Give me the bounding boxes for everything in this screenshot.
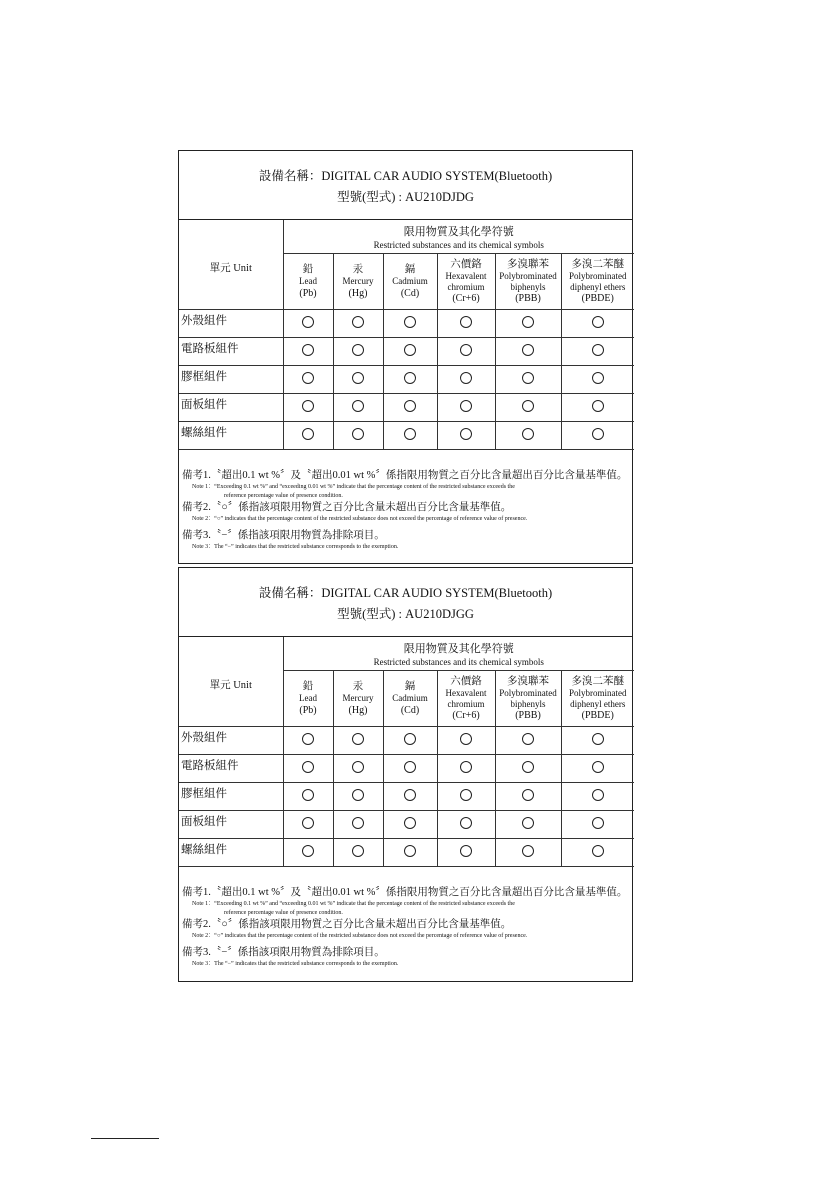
presence-cell bbox=[561, 811, 634, 839]
part-name: 膠框組件 bbox=[179, 366, 283, 394]
note-2-en: Note 2：“○” indicates that the percentage content of the restricted substance does not exceed the percentage of reference value of presence. bbox=[192, 933, 528, 939]
presence-cell bbox=[495, 839, 561, 867]
circle-mark bbox=[302, 817, 314, 829]
circle-mark bbox=[404, 789, 416, 801]
presence-cell bbox=[283, 394, 333, 422]
circle-mark bbox=[404, 372, 416, 384]
substance-table bbox=[179, 637, 634, 867]
substance-header: 六價鉻 Hexavalent chromium (Cr+6) bbox=[437, 254, 495, 310]
table-row bbox=[179, 839, 634, 867]
circle-mark bbox=[460, 428, 472, 440]
part-name: 電路板組件 bbox=[179, 338, 283, 366]
presence-cell bbox=[437, 310, 495, 338]
substance-symbol: (Pb) bbox=[299, 287, 317, 299]
presence-cell bbox=[495, 394, 561, 422]
substance-header: 多溴二苯醚 Polybrominated diphenyl ethers (PBDE) bbox=[561, 254, 634, 310]
substance-header: 鉛 Lead (Pb) bbox=[283, 254, 333, 310]
substance-header: 鉛 Lead (Pb) bbox=[283, 671, 333, 727]
circle-mark bbox=[592, 817, 604, 829]
presence-cell bbox=[333, 727, 383, 755]
circle-mark bbox=[404, 344, 416, 356]
rohs-declaration bbox=[178, 567, 633, 982]
circle-mark bbox=[460, 372, 472, 384]
equipment-name: 設備名稱：DIGITAL CAR AUDIO SYSTEM(Bluetooth) bbox=[258, 169, 553, 183]
presence-cell bbox=[283, 755, 333, 783]
substance-symbol: (Cd) bbox=[400, 287, 420, 299]
circle-mark bbox=[522, 817, 534, 829]
substance-symbol: (Pb) bbox=[299, 704, 317, 716]
part-name: 外殼組件 bbox=[179, 310, 283, 338]
restricted-substances-header: 限用物質及其化學符號 Restricted substances and its chemical symbols bbox=[283, 220, 634, 254]
circle-mark bbox=[302, 316, 314, 328]
circle-mark bbox=[404, 428, 416, 440]
presence-cell bbox=[383, 727, 437, 755]
presence-cell bbox=[437, 727, 495, 755]
presence-cell bbox=[283, 310, 333, 338]
circle-mark bbox=[404, 316, 416, 328]
part-name: 面板組件 bbox=[179, 394, 283, 422]
presence-cell bbox=[383, 811, 437, 839]
note-3-zh: 備考3.〝−〞係指該項限用物質為排除項目。 bbox=[182, 529, 385, 541]
presence-cell bbox=[333, 811, 383, 839]
circle-mark bbox=[592, 789, 604, 801]
circle-mark bbox=[522, 845, 534, 857]
circle-mark bbox=[460, 761, 472, 773]
circle-mark bbox=[592, 344, 604, 356]
table-row bbox=[179, 755, 634, 783]
substance-header: 六價鉻 Hexavalent chromium (Cr+6) bbox=[437, 671, 495, 727]
note-2-zh: 備考2.〝○〞係指該項限用物質之百分比含量未超出百分比含量基準值。 bbox=[182, 502, 512, 513]
part-name: 膠框組件 bbox=[179, 783, 283, 811]
part-name: 外殼組件 bbox=[179, 727, 283, 755]
table-row bbox=[179, 811, 634, 839]
circle-mark bbox=[460, 733, 472, 745]
presence-cell bbox=[333, 394, 383, 422]
circle-mark bbox=[460, 845, 472, 857]
type-designation: 型號(型式) : AU210DJGG bbox=[337, 607, 474, 621]
part-name: 螺絲組件 bbox=[179, 839, 283, 867]
circle-mark bbox=[522, 733, 534, 745]
circle-mark bbox=[460, 316, 472, 328]
circle-mark bbox=[302, 372, 314, 384]
presence-cell bbox=[561, 839, 634, 867]
circle-mark bbox=[352, 428, 364, 440]
table-row bbox=[179, 422, 634, 450]
circle-mark bbox=[352, 761, 364, 773]
circle-mark bbox=[592, 316, 604, 328]
circle-mark bbox=[302, 733, 314, 745]
presence-cell bbox=[495, 755, 561, 783]
substance-header: 鎘 Cadmium (Cd) bbox=[383, 254, 437, 310]
restricted-substances-header: 限用物質及其化學符號 Restricted substances and its chemical symbols bbox=[283, 637, 634, 671]
note-1-en: Note 1：“Exceeding 0.1 wt %” and “exceeding 0.01 wt %” indicate that the percentage content of the restricted substance exceeds the bbox=[192, 901, 515, 907]
note-3-en: Note 3：The “−” indicates that the restricted substance corresponds to the exemption. bbox=[192, 960, 399, 967]
notes bbox=[179, 450, 632, 551]
presence-cell bbox=[383, 394, 437, 422]
presence-cell bbox=[333, 366, 383, 394]
table-row bbox=[179, 727, 634, 755]
note-3-en: Note 3：The “−” indicates that the restricted substance corresponds to the exemption. bbox=[192, 543, 399, 550]
circle-mark bbox=[352, 400, 364, 412]
circle-mark bbox=[404, 400, 416, 412]
circle-mark bbox=[460, 817, 472, 829]
circle-mark bbox=[302, 761, 314, 773]
presence-cell bbox=[383, 338, 437, 366]
circle-mark bbox=[352, 372, 364, 384]
note-1-en: Note 1：“Exceeding 0.1 wt %” and “exceeding 0.01 wt %” indicate that the percentage content of the restricted substance exceeds the bbox=[192, 484, 515, 490]
presence-cell bbox=[383, 839, 437, 867]
note-2-zh: 備考2.〝○〞係指該項限用物質之百分比含量未超出百分比含量基準值。 bbox=[182, 919, 512, 930]
circle-mark bbox=[404, 845, 416, 857]
note-1-zh: 備考1.〝超出0.1 wt %〞及〝超出0.01 wt %〞係指限用物質之百分比含量超出百分比含量基準值。 bbox=[182, 470, 628, 481]
circle-mark bbox=[404, 761, 416, 773]
note-2-en: Note 2：“○” indicates that the percentage content of the restricted substance does not exceed the percentage of reference value of presence. bbox=[192, 516, 528, 522]
presence-cell bbox=[495, 310, 561, 338]
circle-mark bbox=[460, 344, 472, 356]
presence-cell bbox=[383, 366, 437, 394]
presence-cell bbox=[437, 755, 495, 783]
presence-cell bbox=[561, 783, 634, 811]
substance-symbol: (Cd) bbox=[400, 704, 420, 716]
declaration-header bbox=[179, 568, 632, 637]
circle-mark bbox=[522, 316, 534, 328]
note-1-en-cont: reference percentage value of presence condition. bbox=[224, 492, 343, 499]
presence-cell bbox=[283, 366, 333, 394]
rohs-declaration bbox=[178, 150, 633, 564]
presence-cell bbox=[283, 783, 333, 811]
circle-mark bbox=[352, 817, 364, 829]
circle-mark bbox=[592, 845, 604, 857]
circle-mark bbox=[302, 428, 314, 440]
presence-cell bbox=[561, 366, 634, 394]
presence-cell bbox=[283, 811, 333, 839]
presence-cell bbox=[437, 338, 495, 366]
table-row bbox=[179, 783, 634, 811]
substance-header: 多溴聯苯 Polybrominated biphenyls (PBB) bbox=[495, 254, 561, 310]
presence-cell bbox=[561, 394, 634, 422]
presence-cell bbox=[283, 839, 333, 867]
presence-cell bbox=[437, 394, 495, 422]
footer-rule bbox=[91, 1138, 159, 1139]
part-name: 面板組件 bbox=[179, 811, 283, 839]
circle-mark bbox=[522, 400, 534, 412]
presence-cell bbox=[283, 338, 333, 366]
substance-symbol: (PBB) bbox=[515, 293, 541, 304]
circle-mark bbox=[522, 789, 534, 801]
substance-symbol: (Cr+6) bbox=[452, 710, 480, 721]
circle-mark bbox=[352, 845, 364, 857]
presence-cell bbox=[561, 310, 634, 338]
presence-cell bbox=[383, 755, 437, 783]
presence-cell bbox=[283, 727, 333, 755]
part-name: 螺絲組件 bbox=[179, 422, 283, 450]
note-1-en-cont: reference percentage value of presence condition. bbox=[224, 909, 343, 916]
circle-mark bbox=[302, 344, 314, 356]
presence-cell bbox=[333, 310, 383, 338]
circle-mark bbox=[302, 845, 314, 857]
substance-symbol: (PBDE) bbox=[581, 293, 614, 304]
presence-cell bbox=[333, 783, 383, 811]
presence-cell bbox=[495, 338, 561, 366]
presence-cell bbox=[383, 783, 437, 811]
circle-mark bbox=[352, 733, 364, 745]
presence-cell bbox=[495, 727, 561, 755]
presence-cell bbox=[383, 310, 437, 338]
substance-header: 汞 Mercury (Hg) bbox=[333, 671, 383, 727]
equipment-name: 設備名稱：DIGITAL CAR AUDIO SYSTEM(Bluetooth) bbox=[258, 586, 553, 600]
substance-symbol: (PBB) bbox=[515, 710, 541, 721]
circle-mark bbox=[460, 789, 472, 801]
table-row bbox=[179, 366, 634, 394]
presence-cell bbox=[283, 422, 333, 450]
substance-header: 多溴二苯醚 Polybrominated diphenyl ethers (PBDE) bbox=[561, 671, 634, 727]
substance-header: 汞 Mercury (Hg) bbox=[333, 254, 383, 310]
circle-mark bbox=[522, 344, 534, 356]
circle-mark bbox=[404, 817, 416, 829]
presence-cell bbox=[437, 783, 495, 811]
circle-mark bbox=[592, 733, 604, 745]
circle-mark bbox=[522, 372, 534, 384]
circle-mark bbox=[592, 372, 604, 384]
circle-mark bbox=[352, 344, 364, 356]
presence-cell bbox=[333, 422, 383, 450]
note-3-zh: 備考3.〝−〞係指該項限用物質為排除項目。 bbox=[182, 946, 385, 958]
part-name: 電路板組件 bbox=[179, 755, 283, 783]
presence-cell bbox=[561, 422, 634, 450]
presence-cell bbox=[333, 338, 383, 366]
presence-cell bbox=[495, 422, 561, 450]
unit-header: 單元 Unit bbox=[179, 220, 283, 310]
presence-cell bbox=[561, 755, 634, 783]
circle-mark bbox=[302, 789, 314, 801]
substance-table bbox=[179, 220, 634, 450]
presence-cell bbox=[437, 422, 495, 450]
substance-symbol: (Hg) bbox=[348, 287, 368, 299]
table-row bbox=[179, 338, 634, 366]
circle-mark bbox=[460, 400, 472, 412]
presence-cell bbox=[495, 366, 561, 394]
circle-mark bbox=[592, 761, 604, 773]
presence-cell bbox=[495, 783, 561, 811]
substance-symbol: (Hg) bbox=[348, 704, 368, 716]
presence-cell bbox=[561, 338, 634, 366]
table-row bbox=[179, 394, 634, 422]
table-row bbox=[179, 310, 634, 338]
presence-cell bbox=[333, 755, 383, 783]
notes bbox=[179, 867, 632, 968]
presence-cell bbox=[437, 366, 495, 394]
circle-mark bbox=[522, 761, 534, 773]
substance-symbol: (Cr+6) bbox=[452, 293, 480, 304]
circle-mark bbox=[592, 428, 604, 440]
presence-cell bbox=[383, 422, 437, 450]
circle-mark bbox=[522, 428, 534, 440]
presence-cell bbox=[495, 811, 561, 839]
note-1-zh: 備考1.〝超出0.1 wt %〞及〝超出0.01 wt %〞係指限用物質之百分比含量超出百分比含量基準值。 bbox=[182, 887, 628, 898]
circle-mark bbox=[352, 316, 364, 328]
circle-mark bbox=[302, 400, 314, 412]
substance-header: 鎘 Cadmium (Cd) bbox=[383, 671, 437, 727]
circle-mark bbox=[352, 789, 364, 801]
type-designation: 型號(型式) : AU210DJDG bbox=[337, 190, 474, 204]
circle-mark bbox=[592, 400, 604, 412]
declaration-header bbox=[179, 151, 632, 220]
substance-header: 多溴聯苯 Polybrominated biphenyls (PBB) bbox=[495, 671, 561, 727]
unit-header: 單元 Unit bbox=[179, 637, 283, 727]
circle-mark bbox=[404, 733, 416, 745]
presence-cell bbox=[333, 839, 383, 867]
presence-cell bbox=[437, 839, 495, 867]
substance-symbol: (PBDE) bbox=[581, 710, 614, 721]
presence-cell bbox=[437, 811, 495, 839]
presence-cell bbox=[561, 727, 634, 755]
